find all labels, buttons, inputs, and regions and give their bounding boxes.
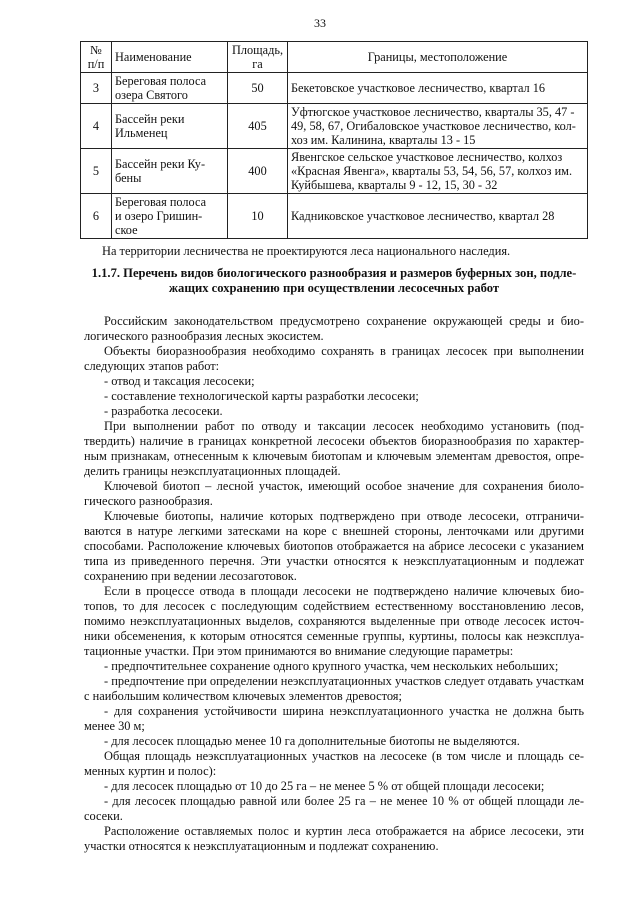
list-item: - предпочтение при определении неэксплуатационных участков следует отдавать участкам с наибольшим количеством ключевых элементов древостоя; xyxy=(84,674,584,703)
cell-boundaries-line: Явенгское сельское участковое лесничество, колхоз xyxy=(291,150,563,164)
paragraph: Ключевые биотопы, наличие которых подтверждено при отводе лесосеки, отграничи-ваются в натуре легкими затесками на коре с внешней стороны, ленточками или другими способами. Расположение ключевых биотопов отображается на абрисе лесосеки с указанием типа из приведенного перечня. Эти участки относятся к неэксплуатационным и подлежат сохранению при ведении лесозаготовок. xyxy=(84,509,584,583)
header-area-line2: га xyxy=(252,57,263,71)
section-heading-line2: жащих сохранению при осуществлении лесосечных работ xyxy=(168,281,500,295)
paragraph: Если в процессе отвода в площади лесосеки не подтверждено наличие ключевых био-топов, то для лесосек с последующим содействием естественному восстановлению лесов, помимо неэксплуатационных выделов, сохраняются выделенные при отводе лесосек источ-ники обсеменения, к которым относятся семенные группы, куртины, полосы как неэксплуа-тационные участки. При этом принимаются во внимание следующие параметры: xyxy=(84,584,584,658)
paragraph: Ключевой биотоп – лесной участок, имеющий особое значение для сохранения биоло-гического разнообразия. xyxy=(84,479,584,508)
cell-name xyxy=(112,194,228,239)
cell-boundaries-line: Куйбышева, кварталы 9 - 12, 15, 30 - 32 xyxy=(291,178,498,192)
paragraph: Общая площадь неэксплуатационных участков на лесосеке (в том числе и площадь се-менных куртин и полос): xyxy=(84,749,584,778)
cell-name-line: бены xyxy=(115,171,142,185)
cell-boundaries-line: Уфтюгское участковое лесничество, кварталы 35, 47 - xyxy=(291,105,575,119)
table-body xyxy=(81,73,588,239)
list-item: - для лесосек площадью менее 10 га дополнительные биотопы не выделяются. xyxy=(104,734,520,748)
table-row xyxy=(81,149,588,194)
cell-boundaries xyxy=(288,104,588,149)
paragraph: При выполнении работ по отводу и таксации лесосек необходимо установить (под-твердить) наличие в границах конкретной лесосеки объектов биоразнообразия по характер-ным признакам, отнесенным к ключевым биотопам и ключевым элементам древостоя, опре-делить границы неэксплуатационных площадей. xyxy=(84,419,584,478)
paragraph: Объекты биоразнообразия необходимо сохранять в границах лесосек при выполнении следующих этапов работ: xyxy=(84,344,584,373)
header-num-line2: п/п xyxy=(87,57,105,71)
cell-boundaries-line: Бекетовское участковое лесничество, квартал 16 xyxy=(291,81,546,95)
cell-name xyxy=(112,73,228,104)
list-item: - для лесосек площадью от 10 до 25 га – не менее 5 % от общей площади лесосеки; xyxy=(104,779,545,793)
header-num-line1: № xyxy=(90,43,102,57)
cell-name xyxy=(112,104,228,149)
page-number: 33 xyxy=(314,16,326,30)
list-item: - разработка лесосеки. xyxy=(104,404,223,418)
header-name: Наименование xyxy=(112,42,228,73)
paragraph: Расположение оставляемых полос и куртин леса отображается на абрисе лесосеки, эти участки относятся к неэксплуатационным и подлежат сохранению. xyxy=(84,824,584,853)
table-row xyxy=(81,73,588,104)
cell-name-line: Бассейн реки xyxy=(115,112,185,126)
cell-boundaries-line: Кадниковское участковое лесничество, квартал 28 xyxy=(291,209,555,223)
header-boundaries: Границы, местоположение xyxy=(288,42,588,73)
forest-areas-table xyxy=(80,41,588,239)
table-header-row xyxy=(81,42,588,73)
cell-area: 10 xyxy=(228,194,288,239)
cell-boundaries-line: «Красная Явенга», кварталы 53, 54, 56, 57, колхоз им. xyxy=(291,164,573,178)
header-area xyxy=(228,42,288,73)
cell-boundaries xyxy=(288,194,588,239)
list-item: - для лесосек площадью равной или более 25 га – не менее 10 % от общей площади ле-сосеки. xyxy=(84,794,584,823)
cell-area: 405 xyxy=(228,104,288,149)
cell-num: 4 xyxy=(81,104,112,149)
list-item: - отвод и таксация лесосеки; xyxy=(104,374,255,388)
cell-num: 5 xyxy=(81,149,112,194)
list-item: - составление технологической карты разработки лесосеки; xyxy=(104,389,419,403)
cell-name-line: и озеро Гришин- xyxy=(115,209,203,223)
cell-area: 50 xyxy=(228,73,288,104)
body-text xyxy=(84,314,584,854)
section-heading xyxy=(84,266,584,296)
list-item: - предпочтительнее сохранение одного крупного участка, чем нескольких небольших; xyxy=(104,659,559,673)
header-area-line1: Площадь, xyxy=(231,43,284,57)
cell-name-line: Бассейн реки Ку- xyxy=(115,157,206,171)
section-heading-line1: 1.1.7. Перечень видов биологического разнообразия и размеров буферных зон, подле- xyxy=(91,266,577,280)
header-num xyxy=(81,42,112,73)
cell-name-line: Ильменец xyxy=(115,126,168,140)
cell-boundaries xyxy=(288,149,588,194)
cell-name xyxy=(112,149,228,194)
cell-boundaries xyxy=(288,73,588,104)
cell-name-line: озера Святого xyxy=(115,88,188,102)
cell-name-line: Береговая полоса xyxy=(115,195,207,209)
cell-name-line: Береговая полоса xyxy=(115,74,207,88)
cell-name-line: ское xyxy=(115,223,138,237)
table-note: На территории лесничества не проектируются леса национального наследия. xyxy=(102,244,511,258)
paragraph: Российским законодательством предусмотрено сохранение окружающей среды и био-логического разнообразия лесных экосистем. xyxy=(84,314,584,343)
cell-boundaries-line: 49, 58, 67, Огибаловское участковое лесничество, кол- xyxy=(291,119,576,133)
table-row xyxy=(81,104,588,149)
cell-area: 400 xyxy=(228,149,288,194)
cell-num: 6 xyxy=(81,194,112,239)
list-item: - для сохранения устойчивости ширина неэксплуатационного участка не должна быть менее 30 м; xyxy=(84,704,584,733)
table-row xyxy=(81,194,588,239)
cell-num: 3 xyxy=(81,73,112,104)
cell-boundaries-line: хоз им. Калинина, кварталы 13 - 15 xyxy=(291,133,476,147)
